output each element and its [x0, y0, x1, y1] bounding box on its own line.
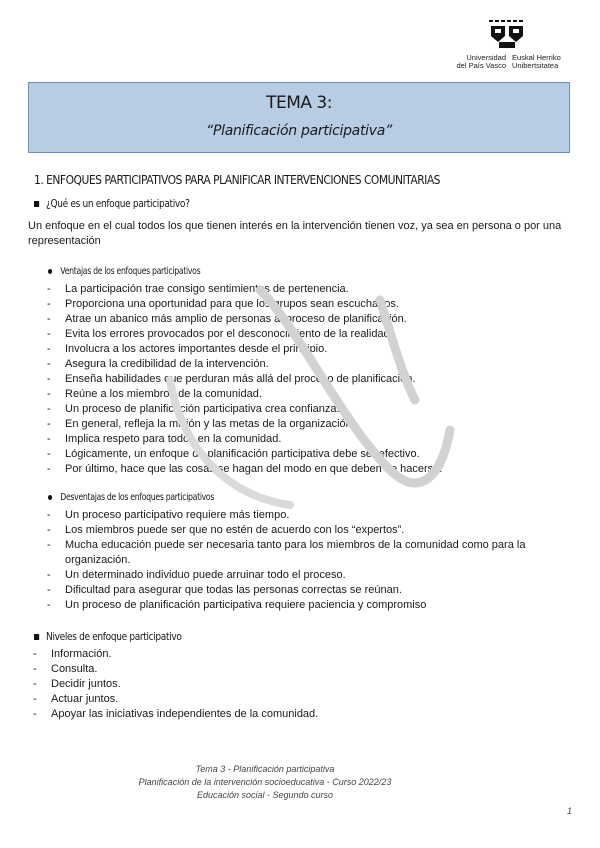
- subheading-ventajas: [48, 266, 200, 277]
- list-item: - Reúne a los miembros de la comunidad.: [47, 387, 567, 402]
- square-bullet-icon: [34, 634, 39, 640]
- list-item: - Enseña habilidades que perduran más allá del proceso de planificación.: [47, 372, 567, 387]
- subheading-label: ¿Qué es un enfoque participativo?: [46, 198, 190, 210]
- logo-text-spanish: [440, 54, 506, 70]
- page-footer: [0, 763, 530, 802]
- square-bullet-icon: [34, 201, 39, 207]
- list-item: - Atrae un abanico más amplio de personas al proceso de planificación.: [47, 312, 567, 327]
- section-heading: 1. ENFOQUES PARTICIPATIVOS PARA PLANIFICAR INTERVENCIONES COMUNITARIAS: [34, 172, 440, 187]
- footer-line: Educación social - Segundo curso: [196, 790, 334, 800]
- desventajas-list: [47, 508, 567, 613]
- logo-text-line: Euskal Herriko: [512, 53, 561, 62]
- list-item: - Asegura la credibilidad de la intervención.: [47, 357, 567, 372]
- list-item: - Por último, hace que las cosas se hagan del modo en que deben de hacerse.: [47, 462, 567, 477]
- subheading-label: Niveles de enfoque participativo: [46, 631, 182, 643]
- niveles-list: [33, 647, 563, 722]
- page-title: TEMA 3:: [266, 93, 332, 113]
- logo-text-line: Universidad: [466, 53, 506, 62]
- university-emblem-icon: [487, 18, 527, 52]
- list-item: - Los miembros puede ser que no estén de acuerdo con los “expertos”.: [47, 523, 567, 538]
- round-bullet-icon: [48, 495, 52, 500]
- subheading-label: Ventajas de los enfoques participativos: [60, 266, 201, 277]
- ventajas-list: [47, 282, 567, 477]
- subheading-niveles: [34, 631, 182, 643]
- list-item: - Lógicamente, un enfoque de planificación participativa debe ser efectivo.: [47, 447, 567, 462]
- list-item: - Implica respeto para todos en la comunidad.: [47, 432, 567, 447]
- list-item: - Involucra a los actores importantes desde el principio.: [47, 342, 567, 357]
- logo-text-line: Unibertsitatea: [512, 61, 559, 70]
- list-item: - Proporciona una oportunidad para que los grupos sean escuchados.: [47, 297, 567, 312]
- list-item: - Actuar juntos.: [33, 692, 563, 707]
- subheading-what-is: [34, 198, 190, 210]
- list-item: - Un proceso de planificación participativa crea confianza.: [47, 402, 567, 417]
- logo-text-basque: [512, 54, 572, 70]
- footer-line: Tema 3 - Planificación participativa: [195, 764, 335, 774]
- title-banner: [28, 82, 570, 153]
- list-item: - Apoyar las iniciativas independientes de la comunidad.: [33, 707, 563, 722]
- page-number: 1: [567, 806, 573, 816]
- list-item: - Decidir juntos.: [33, 677, 563, 692]
- list-item: - Mucha educación puede ser necesaria tanto para los miembros de la comunidad como para la organización.: [47, 538, 567, 568]
- list-item: - Evita los errores provocados por el desconocimiento de la realidad.: [47, 327, 567, 342]
- logo-text-line: del País Vasco: [456, 61, 506, 70]
- list-item: - La participación trae consigo sentimientos de pertenencia.: [47, 282, 567, 297]
- list-item: - Dificultad para asegurar que todas las personas correctas se reúnan.: [47, 583, 567, 598]
- list-item: - Un proceso participativo requiere más tiempo.: [47, 508, 567, 523]
- page-subtitle: “Planificación participativa”: [206, 123, 392, 139]
- round-bullet-icon: [48, 269, 52, 274]
- university-logo: [440, 18, 570, 74]
- footer-line: Planificación de la intervención socioeducativa - Curso 2022/23: [138, 777, 392, 787]
- definition-paragraph: Un enfoque en el cual todos los que tienen interés en la intervención tienen voz, ya sea en persona o por una representación: [28, 220, 562, 247]
- list-item: - Consulta.: [33, 662, 563, 677]
- subheading-label: Desventajas de los enfoques participativos: [60, 492, 215, 503]
- subheading-desventajas: [48, 492, 214, 503]
- list-item: - Un determinado individuo puede arruinar todo el proceso.: [47, 568, 567, 583]
- list-item: - En general, refleja la misión y las metas de la organización.: [47, 417, 567, 432]
- list-item: - Un proceso de planificación participativa requiere paciencia y compromiso: [47, 598, 567, 613]
- list-item: - Información.: [33, 647, 563, 662]
